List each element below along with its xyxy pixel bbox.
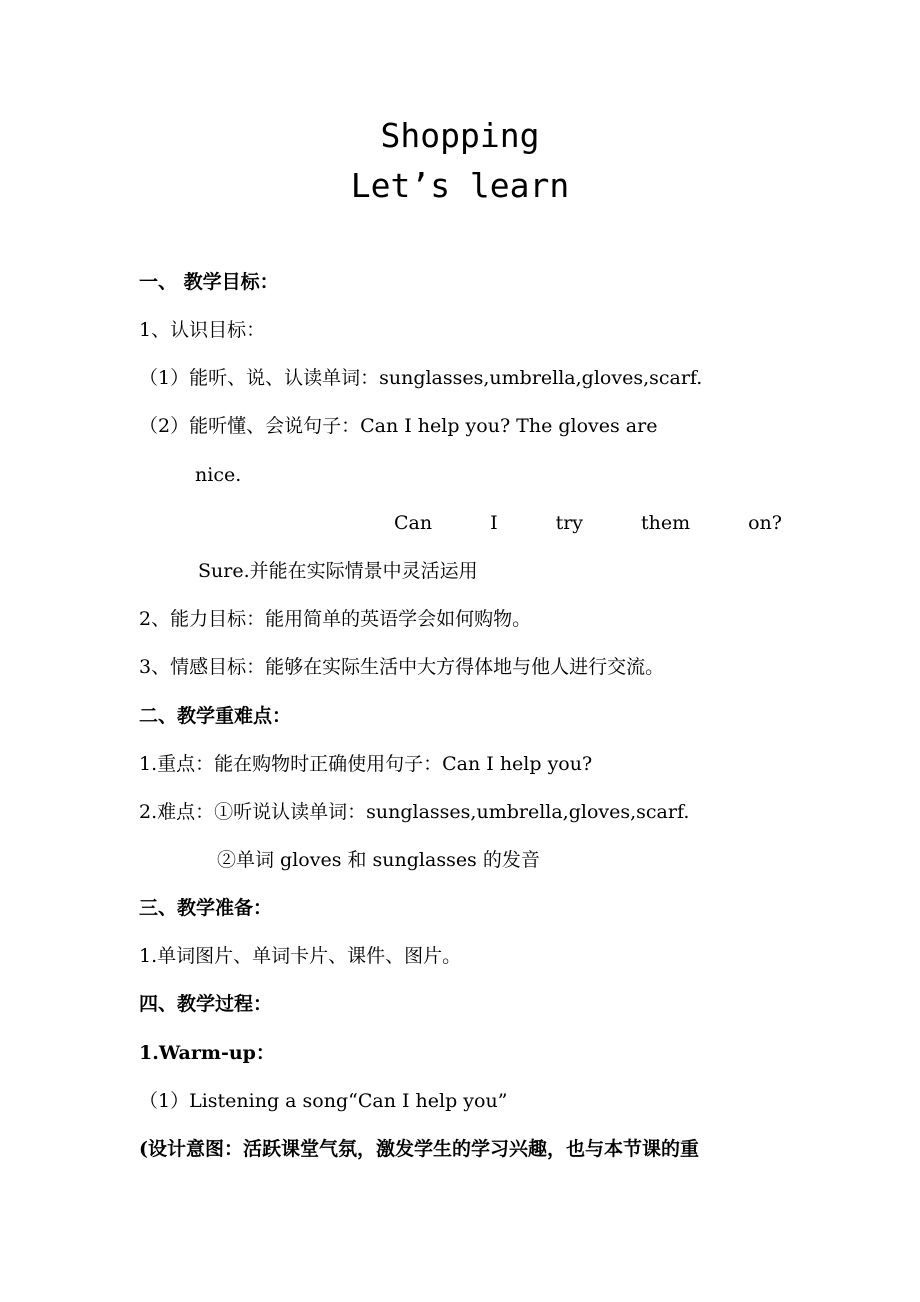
document-subtitle: Let’s learn (350, 166, 570, 205)
preparation-item: 1.单词图片、单词卡片、课件、图片。 (139, 945, 462, 967)
section-heading-preparation: 三、教学准备： (139, 897, 273, 919)
objective-sentences-usage: Sure.并能在实际情景中灵活运用 (198, 560, 478, 582)
word-them: them (640, 512, 691, 534)
objective-knowledge-heading: 1、认识目标： (139, 319, 266, 341)
procedure-warm-up-heading: 1.Warm-up： (139, 1042, 275, 1064)
objective-ability: 2、能力目标：能用简单的英语学会如何购物。 (139, 608, 532, 630)
document-title: Shopping (380, 116, 540, 155)
difficulty-vocabulary: 2.难点：①听说认读单词：sunglasses,umbrella,gloves,scarf. (139, 801, 690, 823)
section-heading-objectives: 一、 教学目标： (139, 271, 279, 293)
procedure-warm-up-song: （1）Listening a song“Can I help you” (139, 1090, 508, 1112)
key-point: 1.重点：能在购物时正确使用句子：Can I help you? (139, 753, 593, 775)
objective-sentence-try-on (394, 509, 782, 537)
objective-sentences: （2）能听懂、会说句子：Can I help you? The gloves are (139, 415, 658, 437)
objective-vocabulary: （1）能听、说、认读单词：sunglasses,umbrella,gloves,scarf. (139, 367, 703, 389)
procedure-design-intent: (设计意图：活跃课堂气氛，激发学生的学习兴趣，也与本节课的重 (139, 1138, 699, 1160)
word-on: on? (748, 512, 782, 534)
objective-sentences-continued: nice. (195, 464, 242, 486)
section-heading-procedure: 四、教学过程： (139, 993, 273, 1015)
objective-emotion: 3、情感目标：能够在实际生活中大方得体地与他人进行交流。 (139, 656, 665, 678)
word-i: I (490, 512, 498, 534)
word-can: Can (394, 512, 433, 534)
difficulty-pronunciation: ②单词 gloves 和 sunglasses 的发音 (217, 849, 540, 871)
section-heading-key-points: 二、教学重难点： (139, 705, 292, 727)
word-try: try (555, 512, 584, 534)
